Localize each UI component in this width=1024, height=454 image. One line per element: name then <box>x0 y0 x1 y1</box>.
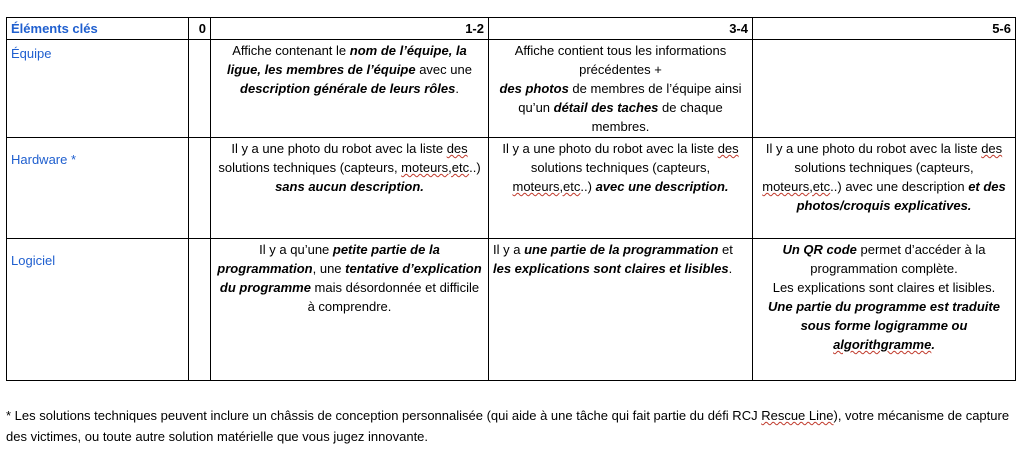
cell-text: . <box>728 261 733 276</box>
footnote-text: * Les solutions techniques peuvent inclure un châssis de conception personnalisée (qui aide à une tâche qui fait partie du défi RCJ <box>6 408 762 423</box>
cell-equipe-3-4 <box>489 40 753 138</box>
cell-text: moteurs,etc <box>762 179 831 194</box>
cell-emphasis: et des photos/croquis explicatives. <box>796 179 1006 213</box>
cell-emphasis: . <box>931 337 935 352</box>
cell-text: ..) avec une description <box>830 179 969 194</box>
row-label-logiciel: Logiciel <box>7 239 189 381</box>
cell-text: . <box>455 81 459 96</box>
row-label-equipe: Équipe <box>7 40 189 138</box>
cell-hardware-0 <box>189 138 211 239</box>
cell-emphasis: tentative d’explication du programme <box>219 261 482 295</box>
rubric-table <box>6 17 1016 381</box>
row-logiciel <box>7 239 1016 381</box>
cell-text: , une <box>312 261 346 276</box>
cell-hardware-5-6 <box>753 138 1016 239</box>
footnote <box>6 405 1016 447</box>
footnote-text: ), votre mécanisme de capture des victimes, ou toute autre solution matérielle que vous jugez innovante. <box>6 408 1010 444</box>
footnote-text: Rescue Line <box>761 408 834 423</box>
cell-text: de chaque membres. <box>591 100 723 134</box>
cell-hardware-1-2 <box>211 138 489 239</box>
cell-text: de membres de l’équipe ainsi qu’un <box>518 81 742 115</box>
cell-text: avec une <box>415 62 472 77</box>
cell-emphasis: Une partie du programme est traduite sous forme logigramme ou <box>768 299 1000 333</box>
cell-emphasis: description générale de leurs rôles <box>240 81 456 96</box>
cell-text: Les explications sont claires et lisibles. <box>772 280 996 295</box>
cell-equipe-0 <box>189 40 211 138</box>
cell-text: Il y a une photo du robot avec la liste <box>765 141 982 156</box>
col-header-1-2: 1-2 <box>211 18 489 40</box>
cell-text: Il y a une photo du robot avec la liste <box>231 141 447 156</box>
cell-emphasis: une partie de la programmation <box>524 242 719 257</box>
cell-text: ..) <box>580 179 596 194</box>
cell-logiciel-3-4 <box>489 239 753 381</box>
cell-hardware-3-4 <box>489 138 753 239</box>
cell-equipe-1-2 <box>211 40 489 138</box>
cell-text: Affiche contient tous les informations précédentes + <box>514 43 727 77</box>
col-header-5-6: 5-6 <box>753 18 1016 40</box>
cell-emphasis: avec une description. <box>595 179 729 194</box>
cell-text: ..) <box>469 160 481 175</box>
cell-text: des <box>981 141 1003 156</box>
header-label: Éléments clés <box>7 18 189 40</box>
cell-emphasis: nom de l’équipe, la ligue, les membres de l’équipe <box>227 43 467 77</box>
cell-text: moteurs,etc <box>512 179 581 194</box>
cell-text: Il y a <box>493 242 525 257</box>
cell-emphasis: algorithgramme <box>833 337 932 352</box>
cell-emphasis: petite partie de la programmation <box>217 242 440 276</box>
cell-text: solutions techniques (capteurs, <box>218 160 402 175</box>
row-equipe <box>7 40 1016 138</box>
cell-text: mais désordonnée et difficile à comprendre. <box>307 280 480 314</box>
row-label-hardware: Hardware * <box>7 138 189 239</box>
cell-emphasis: les explications sont claires et lisibles <box>493 261 729 276</box>
cell-text: des <box>717 141 739 156</box>
cell-emphasis: détail des taches <box>553 100 659 115</box>
cell-text: solutions techniques (capteurs, <box>794 160 974 175</box>
cell-text: solutions techniques (capteurs, <box>530 160 711 175</box>
cell-logiciel-0 <box>189 239 211 381</box>
col-header-0: 0 <box>189 18 211 40</box>
cell-text: moteurs,etc <box>401 160 470 175</box>
cell-emphasis: sans aucun description. <box>275 179 424 194</box>
header-row <box>7 18 1016 40</box>
cell-text: et <box>718 242 733 257</box>
cell-equipe-5-6 <box>753 40 1016 138</box>
cell-emphasis: Un QR code <box>782 242 857 257</box>
cell-text: permet d’accéder à la programmation complète. <box>810 242 986 276</box>
cell-text: Il y a qu’une <box>259 242 333 257</box>
cell-logiciel-5-6 <box>753 239 1016 381</box>
col-header-3-4: 3-4 <box>489 18 753 40</box>
cell-text: Il y a une photo du robot avec la liste <box>502 141 718 156</box>
row-hardware <box>7 138 1016 239</box>
cell-emphasis: des photos <box>499 81 569 96</box>
cell-text: des <box>446 141 468 156</box>
cell-logiciel-1-2 <box>211 239 489 381</box>
cell-text: Affiche contenant le <box>232 43 350 58</box>
